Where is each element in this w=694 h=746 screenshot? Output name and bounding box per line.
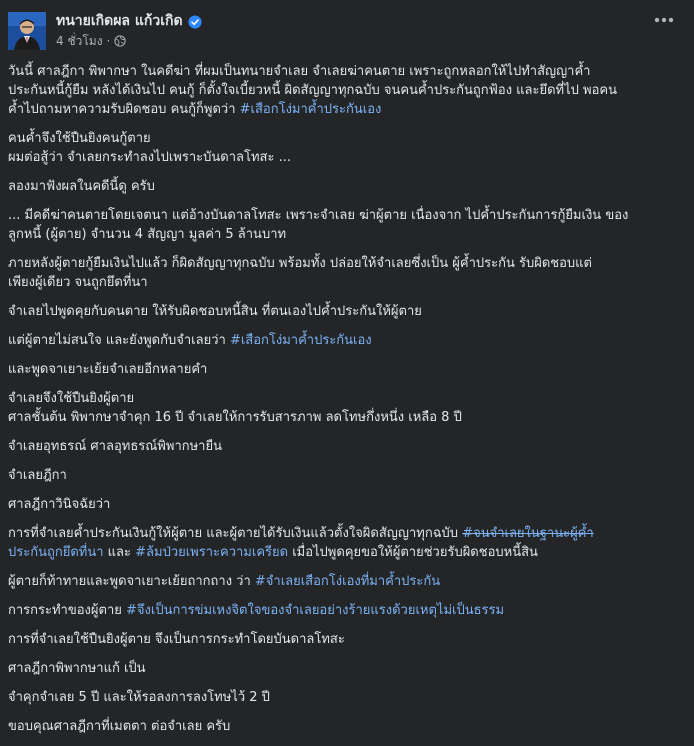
post-line: การที่จำเลยใช้ปืนยิงผู้ตาย จึงเป็นการกระทำโดยบันดาลโทสะ (8, 632, 345, 647)
post-line (8, 543, 688, 562)
hashtag-link[interactable]: #จนจำเลยในฐานะผู้ค้ำ (462, 526, 594, 541)
post-paragraph-10 (8, 437, 688, 456)
post-paragraph-9 (8, 389, 688, 427)
post-line: จำเลยไปพูดคุยกับคนตาย ให้รับผิดชอบหนี้สิน ที่ตนเองไปค้ำประกันให้ผู้ตาย (8, 304, 422, 319)
post-line (8, 572, 688, 591)
avatar-portrait-icon (8, 12, 46, 50)
post-paragraph-5 (8, 254, 688, 292)
post-paragraph-19 (8, 717, 688, 736)
post-body (8, 62, 688, 746)
hashtag-link[interactable]: #จึงเป็นการข่มเหงจิตใจของจำเลยอย่างร้ายแรงด้วยเหตุไม่เป็นธรรม (126, 603, 505, 618)
post-line: และพูดจาเยาะเย้ยจำเลยอีกหลายคำ (8, 362, 208, 377)
post-line-text: การที่จำเลยค้ำประกันเงินกู้ให้ผู้ตาย และผู้ตายได้รับเงินแล้วตั้งใจผิดสัญญาทุกฉบับ (8, 526, 463, 541)
post-line-text: และ (103, 545, 136, 560)
post-line: จำเลยจึงใช้ปืนยิงผู้ตาย (8, 391, 135, 406)
post-paragraph-7 (8, 331, 688, 350)
post-meta (56, 32, 202, 50)
post-paragraph-11 (8, 466, 688, 485)
post-paragraph-18 (8, 688, 688, 707)
post-line: ผมต่อสู้ว่า จำเลยกระทำลงไปเพราะบันดาลโทสะ ... (8, 150, 291, 165)
post-timestamp[interactable]: 4 ชั่วโมง (56, 33, 103, 48)
post-paragraph-14 (8, 572, 688, 591)
post-paragraph-13 (8, 524, 688, 562)
post-line: จำเลยฎีกา (8, 468, 67, 483)
post-line-text: การกระทำของผู้ตาย (8, 603, 127, 618)
post-line (8, 100, 688, 119)
post-line: ลองมาฟังผลในคดีนี้ดู ครับ (8, 179, 155, 194)
post-paragraph-4 (8, 206, 688, 244)
hashtag-link[interactable]: #เสือกโง่มาค้ำประกันเอง (239, 102, 382, 117)
post-line: ศาลฎีกาพิพากษาแก้ เป็น (8, 661, 146, 676)
post-line-text: เมื่อไปพูดคุยขอให้ผู้ตายช่วยรับผิดชอบหนี้สิน (288, 545, 538, 560)
post-line (8, 601, 688, 620)
post-paragraph-8 (8, 360, 688, 379)
post-line: คนค้ำจึงใช้ปืนยิงคนกู้ตาย (8, 131, 151, 146)
post-line: ประกันหนี้กู้ยืม หลังได้เงินไป คนกู้ ก็ตั้งใจเบี้ยวหนี้ ผิดสัญญาทุกฉบับ จนคนค้ำประกันถูกฟ้อง และยึดที่ไป พอคน (8, 83, 618, 98)
post-line: จำคุกจำเลย 5 ปี และให้รอลงการลงโทษไว้ 2 ปี (8, 690, 270, 705)
post-line: วันนี้ ศาลฎีกา พิพากษา ในคดีฆ่า ที่ผมเป็นทนายจำเลย จำเลยฆ่าคนตาย เพราะถูกหลอกให้ไปทำสัญญาค้ำ (8, 64, 591, 79)
author-avatar[interactable] (8, 12, 46, 50)
header-text (56, 11, 202, 50)
hashtag-link[interactable]: #เสือกโง่มาค้ำประกันเอง (229, 333, 372, 348)
post-header (8, 8, 202, 54)
globe-icon[interactable] (114, 35, 126, 47)
post-paragraph-12 (8, 495, 688, 514)
more-options-button[interactable] (652, 8, 676, 32)
post-line-text: แต่ผู้ตายไม่สนใจ และยังพูดกับจำเลยว่า (8, 333, 230, 348)
post-paragraph-6 (8, 302, 688, 321)
post-line (8, 524, 688, 543)
author-row (56, 11, 202, 31)
post-paragraph-17 (8, 659, 688, 678)
post-paragraph-1 (8, 62, 688, 119)
more-options-icon (654, 17, 674, 23)
post-line: จำเลยอุทธรณ์ ศาลอุทธรณ์พิพากษายืน (8, 439, 222, 454)
post-paragraph-15 (8, 601, 688, 620)
post-paragraph-3 (8, 177, 688, 196)
post-line: ... มีคดีฆ่าคนตายโดยเจตนา แต่อ้างบันดาลโทสะ เพราะจำเลย ฆ่าผู้ตาย เนื่องจาก ไปค้ำประกันการกู้ยืมเงิน ของ (8, 208, 629, 223)
hashtag-link[interactable]: ประกันถูกยึดที่นา (8, 545, 104, 560)
verified-badge-icon (188, 14, 202, 28)
post-line: ศาลฎีกาวินิจฉัยว่า (8, 497, 111, 512)
post-line: ลูกหนี้ (ผู้ตาย) จำนวน 4 สัญญา มูลค่า 5 ล้านบาท (8, 227, 287, 242)
author-name[interactable]: ทนายเกิดผล แก้วเกิด (56, 13, 183, 29)
post-line: ศาลชั้นต้น พิพากษาจำคุก 16 ปี จำเลยให้การรับสารภาพ ลดโทษกึ่งหนึ่ง เหลือ 8 ปี (8, 410, 462, 425)
hashtag-link[interactable]: #จำเลยเสือกโง่เองที่มาค้ำประกัน (254, 574, 441, 589)
post-line-text: ค้ำไปถามหาความรับผิดชอบ คนกู้ก็พูดว่า (8, 102, 240, 117)
post-line: ขอบคุณศาลฎีกาที่เมตตา ต่อจำเลย ครับ (8, 719, 231, 734)
post-line: เพียงผู้เดียว จนถูกยึดที่นา (8, 275, 148, 290)
post-line (8, 331, 688, 350)
post-paragraph-2 (8, 129, 688, 167)
post-paragraph-16 (8, 630, 688, 649)
hashtag-link[interactable]: #ล้มป่วยเพราะความเครียด (135, 545, 289, 560)
meta-separator: · (106, 34, 111, 48)
post-line: ภายหลังผู้ตายกู้ยืมเงินไปแล้ว ก็ผิดสัญญาทุกฉบับ พร้อมทั้ง ปล่อยให้จำเลยซึ่งเป็น ผู้ค้ำประกัน รับผิดชอบแต่ (8, 256, 592, 271)
post-line-text: ผู้ตายก็ท้าทายและพูดจาเยาะเย้ยถากถาง ว่า (8, 574, 255, 589)
